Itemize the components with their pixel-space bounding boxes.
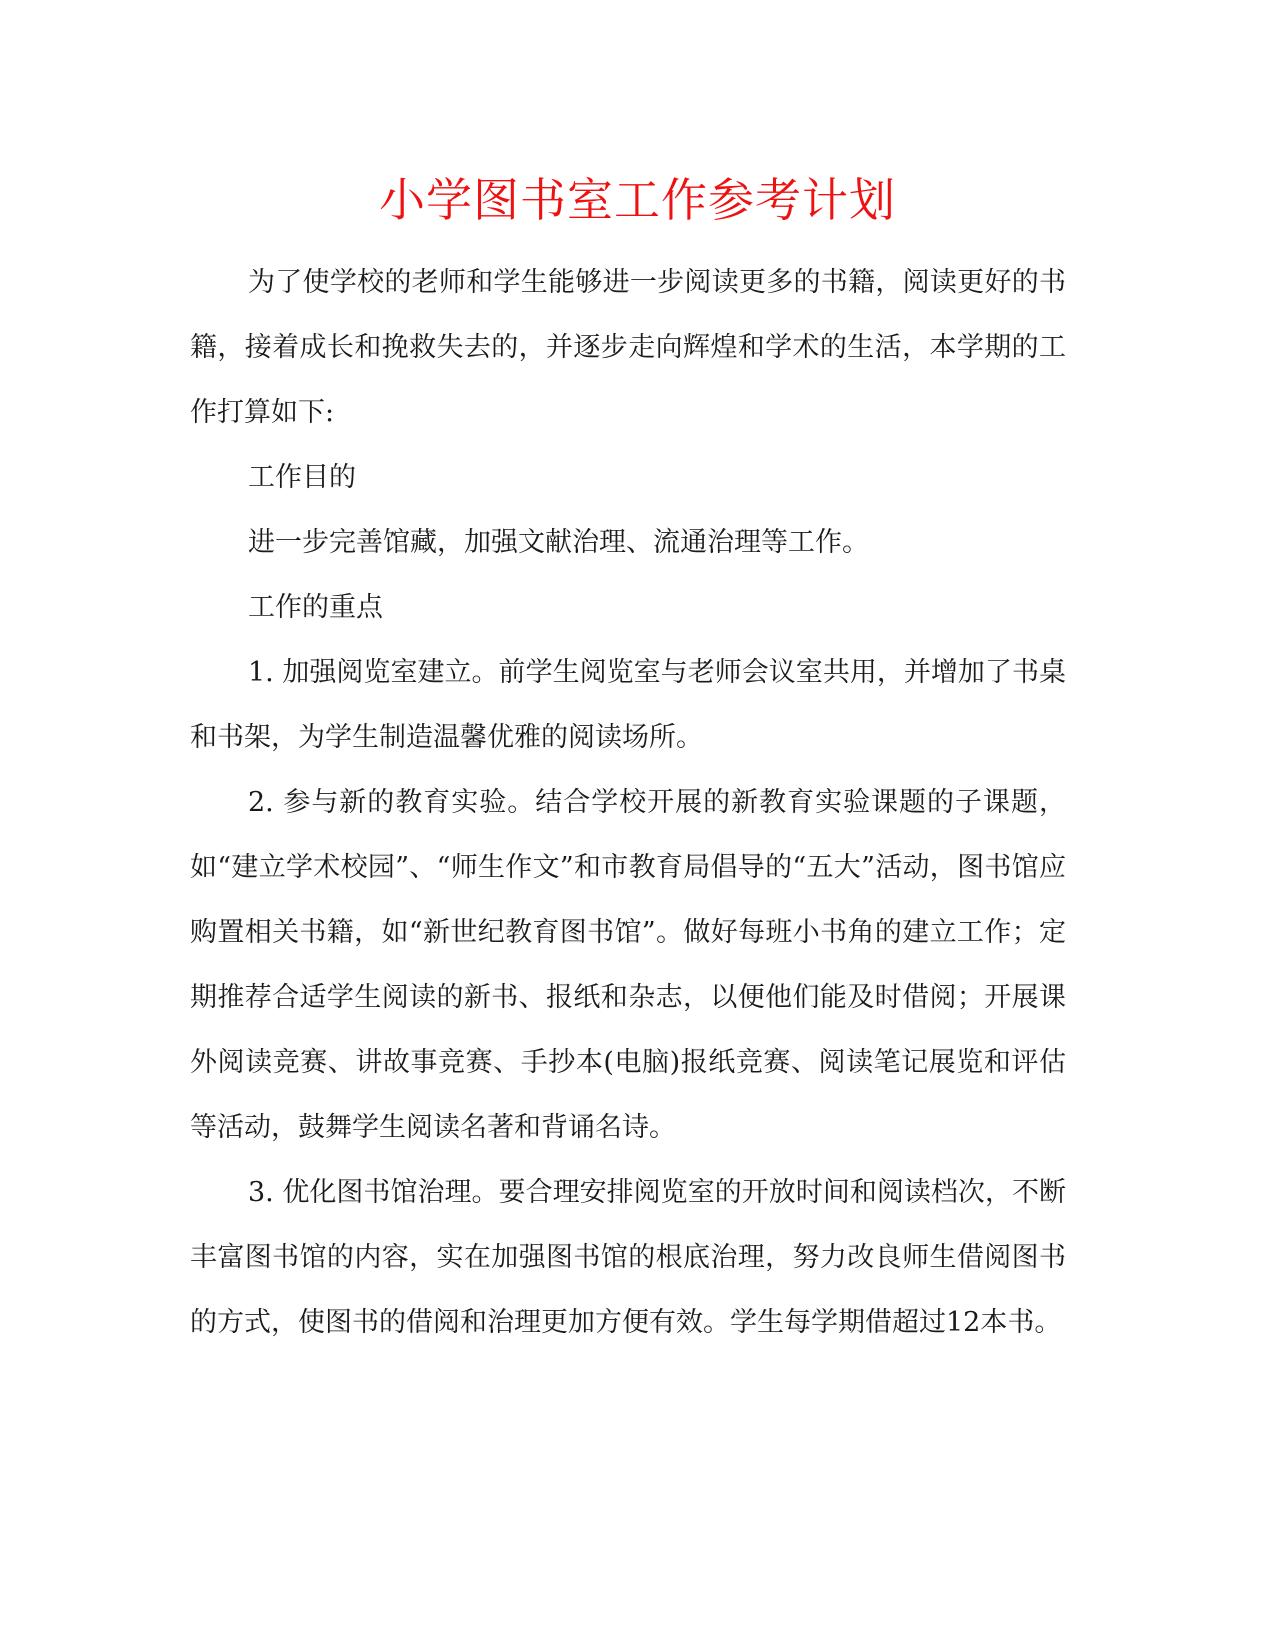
focus-item-1: 1. 加强阅览室建立。前学生阅览室与老师会议室共用，并增加了书桌和书架，为学生制造温馨优雅的阅读场所。	[190, 657, 1066, 753]
document-title: 小学图书室工作参考计划	[379, 173, 896, 227]
section-heading-focus: 工作的重点	[248, 592, 383, 623]
focus-item-3: 3. 优化图书馆治理。要合理安排阅览室的开放时间和阅读档次，不断丰富图书馆的内容，实在加强图书馆的根底治理，努力改良师生借阅图书的方式，使图书的借阅和治理更加方便有效。学生每学期借超过12本书。	[190, 1177, 1066, 1338]
section-heading-goal: 工作目的	[248, 462, 356, 493]
document-body	[190, 250, 1066, 1355]
focus-item-2: 2. 参与新的教育实验。结合学校开展的新教育实验课题的子课题，如“建立学术校园”、“师生作文”和市教育局倡导的“五大”活动，图书馆应购置相关书籍，如“新世纪教育图书馆”。做好每班小书角的建立工作；定期推荐合适学生阅读的新书、报纸和杂志，以便他们能及时借阅；开展课外阅读竞赛、讲故事竞赛、手抄本(电脑)报纸竞赛、阅读笔记展览和评估等活动，鼓舞学生阅读名著和背诵名诗。	[190, 787, 1066, 1143]
goal-paragraph: 进一步完善馆藏，加强文献治理、流通治理等工作。	[248, 527, 869, 558]
intro-paragraph: 为了使学校的老师和学生能够进一步阅读更多的书籍，阅读更好的书籍，接着成长和挽救失去的，并逐步走向辉煌和学术的生活，本学期的工作打算如下:	[190, 267, 1066, 428]
